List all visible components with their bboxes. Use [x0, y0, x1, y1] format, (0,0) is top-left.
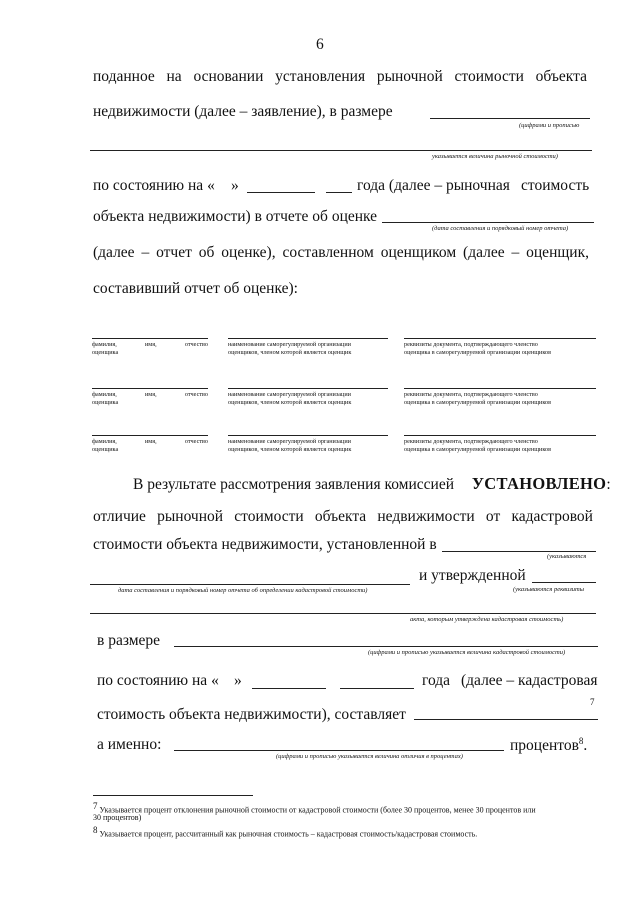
label-line: оценщиков, членом которой является оценщик	[228, 446, 352, 453]
para1-line2: недвижимости (далее – заявление), в размере	[93, 103, 393, 120]
hint-report: (дата составления и порядковый номер отчета)	[432, 225, 569, 232]
established-in-blank[interactable]	[442, 551, 596, 552]
col2-label	[228, 341, 388, 357]
approved-blank[interactable]	[532, 582, 596, 583]
word: отчество	[184, 391, 208, 398]
footnote-7	[93, 801, 536, 815]
label-line: реквизиты документа, подтверждающего членство	[404, 341, 538, 348]
word: фамилия,	[92, 341, 117, 348]
established-heading: УСТАНОВЛЕНО	[471, 474, 607, 493]
footnote-8-text: Указывается процент, рассчитанный как рыночная стоимость – кадастровая стоимость/кадастровая стоимость.	[99, 829, 478, 839]
para2-line1-c: года (далее – рыночная	[357, 177, 510, 194]
amount-blank[interactable]	[430, 118, 590, 119]
word: стоимости	[234, 508, 304, 525]
result-line1	[133, 474, 611, 494]
label-line: оценщика в саморегулируемой организации оценщиков	[404, 349, 552, 356]
page-number: 6	[316, 36, 324, 53]
hint-requisites: (указываются реквизиты	[513, 586, 585, 593]
para1-line1	[93, 68, 587, 86]
word: рыночной	[157, 508, 224, 525]
para2-line4: составивший отчет об оценке):	[93, 280, 298, 297]
word: имя,	[145, 391, 157, 398]
appraiser-name-blank[interactable]	[92, 435, 208, 436]
cad-year-blank[interactable]	[340, 688, 414, 689]
label-line: оценщика	[92, 399, 119, 406]
cadastral-amount-blank[interactable]	[174, 646, 598, 647]
footnote-8-num: 8	[93, 825, 98, 835]
membership-doc-blank[interactable]	[404, 338, 596, 339]
word: –	[141, 244, 150, 261]
word: имя,	[145, 438, 157, 445]
word: имя,	[145, 341, 157, 348]
col3-label	[404, 438, 596, 454]
footnote-7-ref: 7	[590, 697, 595, 707]
act-blank[interactable]	[90, 613, 596, 614]
word: об	[198, 244, 215, 261]
colon: :	[606, 476, 611, 493]
difference-blank[interactable]	[174, 750, 504, 751]
hint-act: акта, которым утверждена кадастровая стоимость)	[410, 616, 564, 623]
label-line: наименование саморегулируемой организации	[228, 341, 351, 348]
period: .	[583, 737, 588, 755]
col2-label	[228, 438, 388, 454]
hint-market-value: указывается величина рыночной стоимости)	[432, 153, 558, 160]
word: –	[511, 244, 520, 261]
para2-line3	[93, 244, 589, 262]
label-line: реквизиты документа, подтверждающего членство	[404, 391, 538, 398]
word: отчество	[184, 438, 208, 445]
result-intro: В результате рассмотрения заявления комиссией	[133, 476, 454, 493]
sro-name-blank[interactable]	[228, 435, 388, 436]
percent-word: процентов	[510, 737, 579, 755]
hint-date-report: дата составления и порядковый номер отчета об определении кадастровой стоимости)	[118, 587, 368, 594]
percent-label	[510, 736, 587, 755]
word: отличие	[93, 508, 146, 525]
year-blank[interactable]	[326, 192, 352, 193]
para2-line2: объекта недвижимости) в отчете об оценке	[93, 208, 378, 225]
label-line: оценщика	[92, 349, 119, 356]
word: составленном	[282, 244, 374, 261]
footnote-7-text: Указывается процент отклонения рыночной стоимости от кадастровой стоимости (более 30 процентов, менее 30 процентов или	[99, 805, 536, 815]
label-line: оценщиков, членом которой является оценщик	[228, 349, 352, 356]
para2-line1-a: по состоянию на «	[93, 177, 215, 194]
col1-label	[92, 341, 208, 357]
word: кадастровой	[511, 508, 593, 525]
word: объекта	[535, 68, 587, 85]
col3-label	[404, 341, 596, 357]
report-blank[interactable]	[382, 222, 594, 223]
hint-cadastral-value: (цифрами и прописью указывается величина кадастровой стоимости)	[368, 649, 566, 656]
footnote-separator	[93, 795, 253, 796]
col1-label	[92, 438, 208, 454]
label-line: наименование саморегулируемой организации	[228, 438, 351, 445]
label-line: реквизиты документа, подтверждающего членство	[404, 438, 538, 445]
sro-name-blank[interactable]	[228, 338, 388, 339]
col2-label	[228, 391, 388, 407]
appraiser-name-blank[interactable]	[92, 338, 208, 339]
label-line: наименование саморегулируемой организации	[228, 391, 351, 398]
word: поданное	[93, 68, 155, 85]
approved-label: и утвержденной	[419, 567, 526, 584]
state-c: года	[422, 672, 451, 689]
word: (далее	[93, 244, 135, 261]
sro-name-blank[interactable]	[228, 388, 388, 389]
cad-value-line: стоимость объекта недвижимости), составляет	[97, 706, 406, 723]
cad-value-blank[interactable]	[414, 719, 598, 720]
para2-line1-d: стоимость	[521, 177, 590, 194]
state-b: »	[234, 672, 242, 689]
word: отчество	[184, 341, 208, 348]
cad-month-blank[interactable]	[252, 688, 326, 689]
footnote-8-ref: 8	[578, 736, 584, 746]
appraiser-name-blank[interactable]	[92, 388, 208, 389]
market-value-blank[interactable]	[90, 150, 592, 151]
label-line: оценщиков, членом которой является оценщик	[228, 399, 352, 406]
membership-doc-blank[interactable]	[404, 388, 596, 389]
result-line3: стоимости объекта недвижимости, установленной в	[93, 536, 437, 553]
membership-doc-blank[interactable]	[404, 435, 596, 436]
hint-digits: (цифрами и прописью	[519, 122, 580, 129]
para2-line1-b: »	[231, 177, 239, 194]
namely-label: а именно:	[97, 736, 162, 753]
word: фамилия,	[92, 391, 117, 398]
in-amount-label: в размере	[97, 632, 161, 649]
footnote-8	[93, 825, 477, 839]
word: оценщик,	[526, 244, 589, 261]
word: объекта	[314, 508, 367, 525]
word: на	[166, 68, 182, 85]
state-a: по состоянию на «	[97, 672, 219, 689]
state-d: (далее – кадастровая	[461, 672, 598, 689]
word: основании	[193, 68, 264, 85]
word: рыночной	[376, 68, 443, 85]
label-line: оценщика в саморегулируемой организации оценщиков	[404, 446, 552, 453]
hint-difference: (цифрами и прописью указывается величина отличия в процентах)	[276, 753, 463, 760]
footnote-7-cont: 30 процентов)	[93, 813, 142, 822]
label-line: оценщика	[92, 446, 119, 453]
col1-label	[92, 391, 208, 407]
word: недвижимости	[377, 508, 475, 525]
cadastral-report-blank[interactable]	[90, 584, 410, 585]
word: (далее	[463, 244, 505, 261]
word: оценке),	[221, 244, 276, 261]
word: от	[485, 508, 501, 525]
word: фамилия,	[92, 438, 117, 445]
footnote-7-num: 7	[93, 801, 98, 811]
month-blank[interactable]	[247, 192, 315, 193]
hint-indicated: (указываются	[547, 553, 587, 560]
word: оценщиком	[380, 244, 457, 261]
word: стоимости	[454, 68, 524, 85]
word: установления	[275, 68, 366, 85]
result-line2	[93, 508, 593, 526]
word: отчет	[156, 244, 192, 261]
label-line: оценщика в саморегулируемой организации оценщиков	[404, 399, 552, 406]
col3-label	[404, 391, 596, 407]
